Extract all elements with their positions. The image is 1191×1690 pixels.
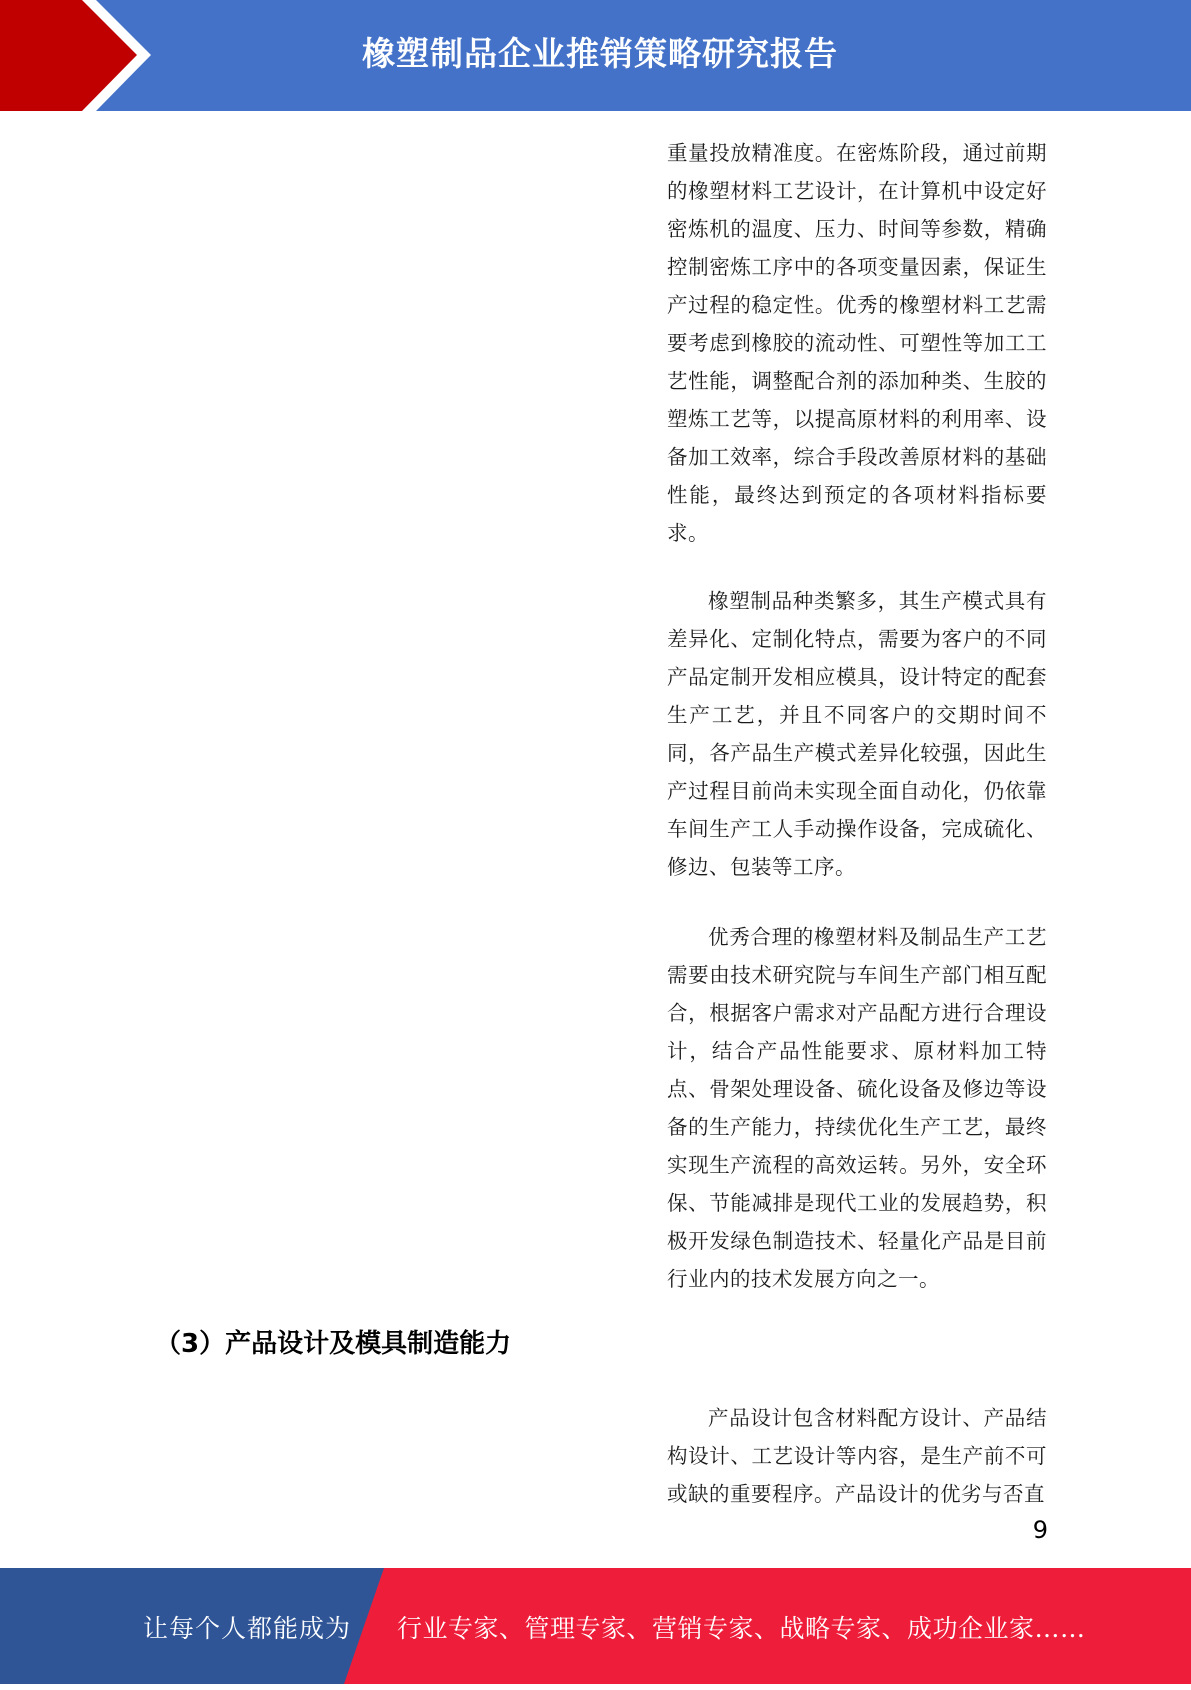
section-heading: （3）产品设计及模具制造能力 [155,1329,512,1359]
paragraph-block-4 [667,1399,1047,1513]
body-paragraph: 橡塑制品种类繁多，其生产模式具有差异化、定制化特点，需要为客户的不同产品定制开发相应模具，设计特定的配套生产工艺，并且不同客户的交期时间不同，各产品生产模式差异化较强，因此生产过程目前尚未实现全面自动化，仍依靠车间生产工人手动操作设备，完成硫化、修边、包装等工序。 [667,589,1047,879]
paragraph-block-1 [667,134,1047,552]
page-number: 9 [1032,1516,1048,1544]
page-header [0,0,1191,111]
body-paragraph: 优秀合理的橡塑材料及制品生产工艺需要由技术研究院与车间生产部门相互配合，根据客户需求对产品配方进行合理设计，结合产品性能要求、原材料加工特点、骨架处理设备、硫化设备及修边等设备的生产能力，持续优化生产工艺，最终实现生产流程的高效运转。另外，安全环保、节能减排是现代工业的发展趋势，积极开发绿色制造技术、轻量化产品是目前行业内的技术发展方向之一。 [667,925,1047,1291]
footer-slogan-right: 行业专家、管理专家、营销专家、战略专家、成功企业家…… [397,1614,1086,1643]
paragraph-block-2 [667,582,1047,886]
body-paragraph: 产品设计包含材料配方设计、产品结构设计、工艺设计等内容，是生产前不可或缺的重要程序。产品设计的优劣与否直 [667,1406,1047,1506]
body-paragraph: 重量投放精准度。在密炼阶段，通过前期的橡塑材料工艺设计，在计算机中设定好密炼机的温度、压力、时间等参数，精确控制密炼工序中的各项变量因素，保证生产过程的稳定性。优秀的橡塑材料工艺需要考虑到橡胶的流动性、可塑性等加工工艺性能，调整配合剂的添加种类、生胶的塑炼工艺等，以提高原材料的利用率、设备加工效率，综合手段改善原材料的基础性能，最终达到预定的各项材料指标要求。 [667,141,1047,545]
header-title: 橡塑制品企业推销策略研究报告 [362,34,838,73]
footer-slogan-left: 让每个人都能成为 [143,1614,352,1643]
paragraph-block-3 [667,918,1047,1298]
page-footer [0,1568,1191,1684]
